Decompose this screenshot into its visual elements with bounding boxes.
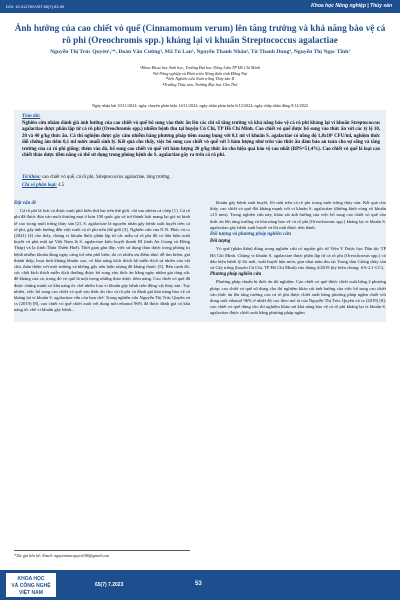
logo-line-3: VIỆT NAM xyxy=(19,590,43,596)
submission-dates: Ngày nhận bài 10/11/2022; ngày chuyển phản biện 14/11/2022; ngày nhận phản biện 6/12/2022; ngày chấp nhận đăng 9/12/2022 xyxy=(91,103,308,108)
abstract-label: Tóm tắt: xyxy=(22,113,41,119)
journal-logo xyxy=(6,573,56,597)
logo-line-1: KHOA HỌC xyxy=(17,576,45,582)
authors: Nguyễn Thị Trúc Quyên¹,²*, Đoàn Văn Cường³, Mã Tú Lan², Nguyễn Thanh Nhân², Từ Thanh Dung⁴, Nguyễn Thị Ngọc Tĩnh³ xyxy=(50,49,350,55)
body-right-column xyxy=(210,200,386,318)
subjects-heading: Đối tượng xyxy=(210,239,231,245)
methods-paragraph: Phương pháp chuẩn bị thức ăn thí nghiệm: Cao chiết vỏ quế được chiết xuất bằng 2 phương pháp: cao chiết vỏ quế sử dụng cho thí nghiệm khảo sát ảnh hưởng của việc bổ sung cao chiết vào thức ăn lên tăng trưởng của cá rô phi được chiết xuất bằng phương pháp ngâm chiết với dung môi ethanol 96% ở nhiệt độ cao theo mô tả của Nguyễn Thị Trúc Quyên và cs (2019) [8]; cao chiết vỏ quế dùng cho thí nghiệm khảo sát khả năng bảo vệ cá rô phi kháng lại vi khuẩn S. agalactiae được chiết xuất bằng phương pháp ngâm xyxy=(210,279,386,316)
affiliation-2: ²Sở Nông nghiệp và Phát triển Nông thôn tỉnh Đồng Nai xyxy=(152,70,248,76)
methods-subheading: Phương pháp nghiên cứu xyxy=(210,272,262,278)
classification-label: Chỉ số phân loại: xyxy=(22,183,57,188)
section-label: Khoa học Nông nghiệp | Thủy sản xyxy=(311,3,392,9)
logo-line-2: VÀ CÔNG NGHỆ xyxy=(11,583,51,589)
body-left-column xyxy=(14,200,190,315)
classification xyxy=(22,183,64,188)
intro-heading: Đặt vấn đề xyxy=(14,201,37,206)
abstract-text: Nghiên cứu nhằm đánh giá ảnh hưởng của cao chiết vỏ quế bổ sung vào thức ăn lên các chỉ số tăng trưởng và khả năng bảo vệ cá rô phi kháng lại vi khuẩn Streptococcus agalactiae được phân lập từ cá rô phi (Oreochromis spp.) nhiễm bệnh thu tại huyện Củ Chi, TP Hồ Chí Minh. Cao chiết vỏ quế được bổ sung vào thức ăn với các tỷ lệ 10, 20 và 40 g/kg thức ăn. Cá thí nghiệm được gây cảm nhiễm bằng phương pháp tiêm xoang bụng với 0,1 ml vi khuẩn S. agalactiae có nồng độ 1,8x10⁶ CFU/ml, nghiệm thức đối chứng âm tiêm 0,1 ml nước muối sinh lý. Kết quả cho thấy, việc bổ sung cao chiết vỏ quế với 3 hàm lượng như trên vào thức ăn đảm bảo an toàn cho sự sống và tăng trưởng của cá rô phi giống; thêm vào đó, bổ sung cao chiết vỏ quế với hàm lượng 20 g/kg thức ăn cho hiệu quả bảo vệ cao nhất (RPS=51,4%). Cao chiết vỏ quế là loại cao chiết thảo dược tiềm năng có thể sử dụng trong phòng bệnh do S. agalactiae gây ra trên cá rô phi. xyxy=(22,121,380,159)
keywords-text: cao chiết vỏ quế, cá rô phi, Streptococcus agalactiae, tăng trưởng. xyxy=(42,175,171,180)
intro-continued: khuẩn gây bệnh xuất huyết, lồi mắt trên cá rô phi trong nuôi trồng thủy sản. Kết quả cho thấy, cao chiết vỏ quế đối kháng mạnh với vi khuẩn S. agalactiae (đường kính vòng vô khuẩn ≥15 mm). Trong nghiên cứu này, khảo sát ảnh hưởng của việc bổ sung cao chiết vỏ quế vào thức ăn lên tăng trưởng và khả năng bảo vệ cá rô phi (Oreochromis spp.) kháng lại vi khuẩn S. agalactiae gây bệnh xuất huyết và lồi mắt được tiến hành. xyxy=(210,200,386,230)
affiliation-3: ³Viện Nghiên cứu Nuôi trồng Thủy sản II xyxy=(165,76,235,82)
footnote: *Tác giả liên hệ: Email: nguyenttrucquyen306@gmail.com xyxy=(14,550,190,558)
subjects-paragraph: Vỏ quế (phần thân) dùng trong nghiên cứu có nguồn gốc từ Viện Y Dược học Dân tộc TP Hồ Chí Minh. Chủng vi khuẩn S. agalactiae được phân lập từ cá rô phi (Oreochromis spp.) có dấu hiệu bệnh lý lồi mắt, xuất huyết hậu môn, gan nhạt màu thu tại Trung tâm Giống thủy sản và Cây trồng (huyện Củ Chi, TP Hồ Chí Minh) vào tháng 4/2019 (ký hiệu chủng: SA-2.1-CC). xyxy=(210,246,386,271)
article-title: Ảnh hưởng của cao chiết vỏ quế (Cinnamomum verum) lên tăng trưởng và khả năng bảo vệ cá rô phi (Oreochromis spp.) kháng lại vi khuẩn Streptococcus agalactiae xyxy=(14,23,386,45)
page-number: 53 xyxy=(195,581,202,587)
doi-text: DOI: 10.31276/VJST.65(7).53-59 xyxy=(6,4,65,9)
intro-paragraph: Cá rô phi là loài cá được nuôi phổ biến thứ hai trên thế giới, chỉ sau nhóm cá chép [1]. Cá rô phi đã được đưa vào nuôi thương mại ở hơn 100 quốc gia và trở thành loài mang lại giá trị kinh tế cao trong nuôi trồng thủy sản [2]. S. agalactiae là nguyên nhân gây bệnh xuất huyết trên cá rô phi, gây ảnh hưởng đến việc nuôi cá rô phi trên thế giới [3]. Nghiên cứu của N.N. Phúc và cs (2021) [4] cho thấy, chủng vi khuẩn được phân lập từ các mẫu cá rô phi đồ có dấu hiệu xuất huyết và phù mắt tại Việt Nam là S. agalactiae kiểu huyết thanh III (tỉnh An Giang và Đồng Tháp) và Ia (tỉnh Thừa Thiên Huế). Thời gian gần đây, việc sử dụng thảo dược trong phòng trị bệnh nhiễm khuẩn đang ngày càng trở nên phổ biến, do có nhiều ưu điểm như: dễ tìm kiếm, giá thành thấp, hoạt tính kháng khuẩn cao, có khả năng kích thích hệ miễn dịch tự nhiên của vật chủ, thân thiện với môi trường và không gây nên hiện tượng đề kháng thuốc [5]. Bên cạnh đó, các chất kích thích miễn dịch thường được bổ sung vào thức ăn hằng ngày nhằm gia tăng sức đề kháng của cá, trong đó vỏ quế là một trong những thảo dược tiềm năng. Cao chiết vỏ quế đã được chứng minh có khả năng ức chế nhiều loại vi khuẩn gây bệnh trên động vật thủy sản. Tuy nhiên, việc bổ sung cao chiết vỏ quế vào thức ăn cho cá rô phi và đánh giá khả năng bảo vệ cá kháng lại vi khuẩn S. agalactiae vẫn còn hạn chế. Trong nghiên cứu Nguyễn Thị Trúc Quyên và cs (2019) [8], cao chiết vỏ quế chiết xuất với dung môi ethanol 96% đã được đánh giá có khả năng ức chế vi khuẩn gây bệnh... xyxy=(14,208,190,313)
issue-info: 65(7) 7.2023 xyxy=(95,582,124,588)
keywords xyxy=(22,175,380,181)
top-bar xyxy=(0,0,400,13)
affiliations xyxy=(14,65,386,87)
bottom-bar xyxy=(0,570,400,600)
keywords-label: Từ khóa: xyxy=(22,175,41,180)
methods-heading: Đối tượng và phương pháp nghiên cứu xyxy=(210,232,292,238)
classification-value: 4.5 xyxy=(58,183,65,188)
affiliation-4: ⁴Trường Thủy sản, Trường Đại học Cần Thơ xyxy=(162,81,238,87)
affiliation-1: ¹Khoa Khoa học Sinh học, Trường Đại học Nông Lâm TP Hồ Chí Minh xyxy=(140,65,260,70)
